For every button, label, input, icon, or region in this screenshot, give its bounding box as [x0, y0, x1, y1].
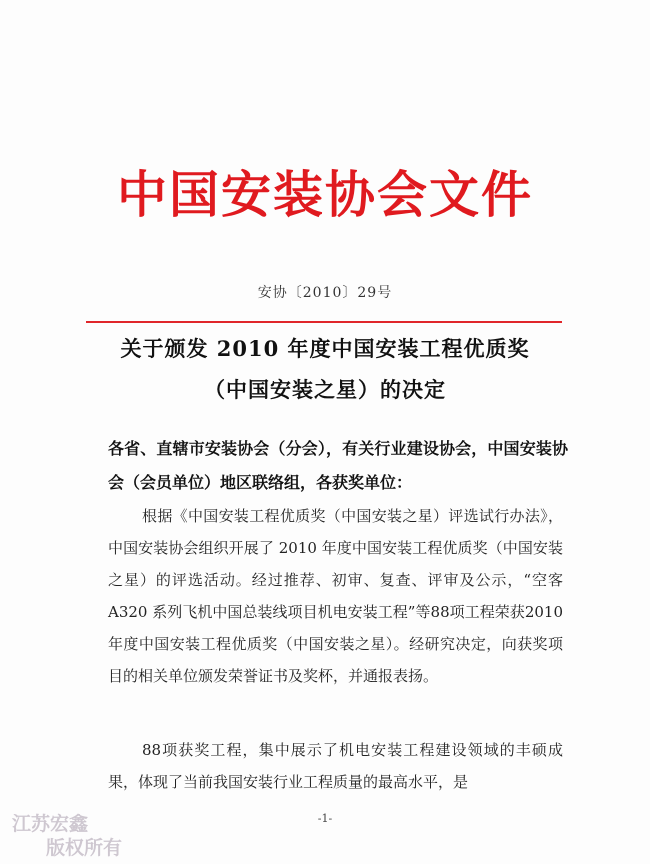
copyright-watermark [12, 812, 122, 860]
addressee-paragraph: 各省、直辖市安装协会（分会），有关行业建设协会，中国安装协会（会员单位）地区联络组，各获奖单位： [108, 439, 568, 492]
document-title-line-2: （中国安装之星）的决定 [204, 377, 446, 402]
body-paragraph: 88项获奖工程，集中展示了机电安装工程建设领域的丰硕成果，体现了当前我国安装行业工程质量的最高水平，是 [108, 741, 563, 791]
body-paragraph: 根据《中国安装工程优质奖（中国安装之星）评选试行办法》，中国安装协会组织开展了 2010 年度中国安装工程优质奖（中国安装之星）的评选活动。经过推荐、初审、复查、评审及公示，“空客 A320 系列飞机中国总装线项目机电安装工程”等88项工程荣获2010年度中国安装工程优质奖（中国安装之星）。经研究决定，向获奖项目的相关单位颁发荣誉证书及奖杯，并通报表扬。 [108, 507, 563, 685]
watermark-line-2: 版权所有 [46, 837, 123, 859]
document-number: 安协〔2010〕29号 [257, 285, 393, 301]
document-title-line-1: 关于颁发 2010 年度中国安装工程优质奖 [120, 336, 530, 361]
red-divider-rule [86, 321, 562, 323]
document-header: 中国安装协会文件 [117, 165, 533, 224]
watermark-line-1: 江苏宏鑫 [12, 813, 89, 835]
page-number: -1- [317, 812, 333, 825]
